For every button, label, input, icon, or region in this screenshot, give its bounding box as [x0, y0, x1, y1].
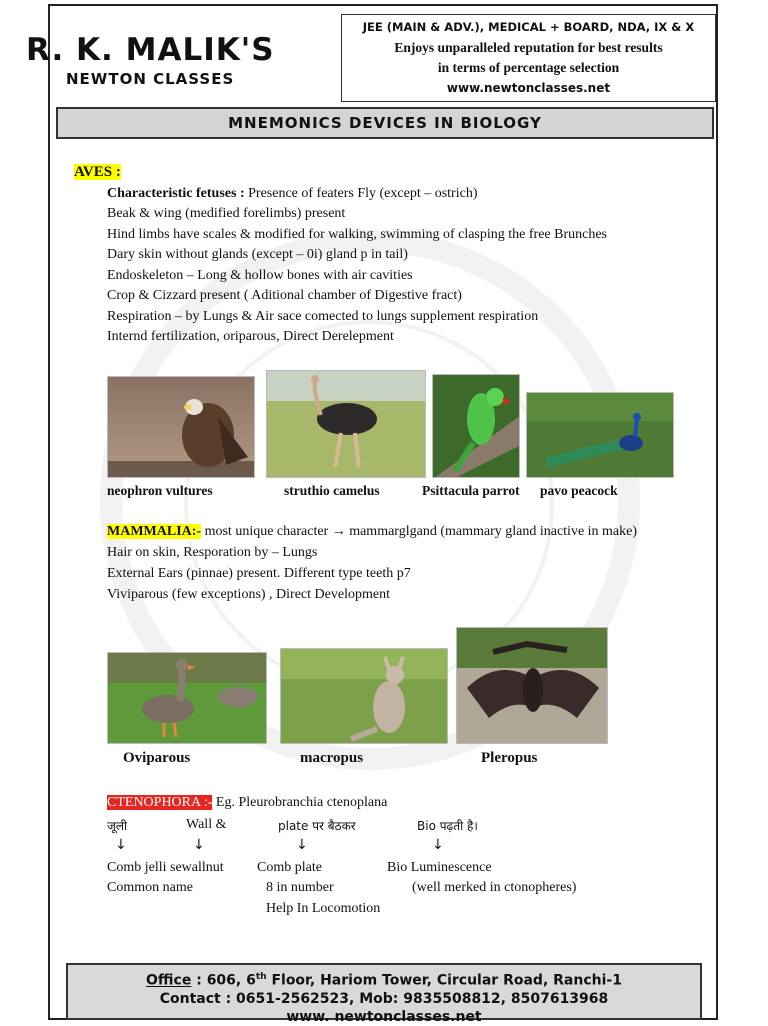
aves-line-8: Internd fertilization, oriparous, Direct Derelepment [107, 329, 394, 344]
peacock-photo [526, 392, 674, 478]
parrot-photo [432, 374, 520, 478]
aves-line-2: Beak & wing (medified forelimbs) present [107, 206, 346, 221]
caption-oviparous: Oviparous [123, 750, 191, 766]
aves-heading-row [74, 164, 121, 181]
footer-office-pre: : 606, 6 [191, 972, 256, 989]
header-tagline-2: in terms of percentage selection [437, 60, 620, 75]
mnemonic-word-4: Bio पढ़ती है। [417, 819, 478, 833]
footer [66, 963, 702, 1025]
goose-photo [107, 652, 267, 744]
aves-line-5-label: Endoskeleton – [107, 268, 194, 283]
aves-line-7: Respiration – by Lungs & Air sace comected to lungs supplement respiration [107, 309, 539, 324]
mammalia-line-4: Viviparous (few exceptions) , Direct Development [107, 587, 390, 602]
header-tagline-1: Enjoys unparalleled reputation for best results [394, 40, 663, 55]
aves-line-1-label: Characteristic fetuses : [107, 186, 245, 201]
note-well-marked: (well merked in ctonopheres) [412, 880, 577, 895]
bat-photo [456, 627, 608, 744]
note-8-in-number: 8 in number [266, 880, 334, 895]
mammalia-line-2: Hair on skin, Resporation by – Lungs [107, 545, 318, 560]
ctenophora-example: Eg. Pleurobranchia ctenoplana [212, 795, 388, 810]
mammalia-line-3: External Ears (pinnae) present. Different type teeth p7 [107, 566, 411, 581]
vulture-photo [107, 376, 255, 478]
down-arrow-icon: ↓ [432, 837, 444, 853]
footer-office-sup: th [255, 972, 267, 982]
ostrich-photo [266, 370, 426, 478]
mnemonic-word-1: जूली [107, 819, 128, 833]
kangaroo-photo [280, 648, 448, 744]
header-info-box [341, 14, 716, 102]
ctenophora-heading: CTENOPHORA :- [107, 795, 213, 810]
meaning-bio-luminescence: Bio Luminescence [387, 860, 492, 875]
footer-office-label: Office [146, 972, 192, 989]
mnemonic-word-2: Wall & [186, 817, 227, 832]
ctenophora-line [107, 795, 387, 811]
aves-line-1 [107, 186, 477, 202]
caption-parrot: Psittacula parrot [422, 483, 520, 498]
note-locomotion: Help In Locomotion [266, 901, 381, 916]
down-arrow-icon: ↓ [296, 837, 308, 853]
meaning-comb-jelli: Comb jelli sewallnut [107, 860, 224, 875]
footer-office [68, 968, 700, 990]
header-courses: JEE (MAIN & ADV.), MEDICAL + BOARD, NDA, IX & X [362, 20, 695, 34]
caption-pleropus: Pleropus [481, 750, 538, 766]
down-arrow-icon: ↓ [115, 837, 127, 853]
caption-macropus: macropus [300, 750, 364, 766]
aves-line-5-text: Long & hollow bones with air cavities [193, 268, 413, 283]
footer-website[interactable]: www. newtonclasses.net [286, 1008, 482, 1025]
caption-ostrich: struthio camelus [284, 483, 380, 498]
aves-line-6: Crop & Cizzard present ( Aditional chamber of Digestive fract) [107, 288, 462, 303]
mammalia-line-1 [107, 524, 637, 540]
caption-vulture: neophron vultures [107, 483, 213, 498]
meaning-comb-plate: Comb plate [257, 860, 322, 875]
aves-line-5 [107, 268, 413, 284]
footer-contact: Contact : 0651-2562523, Mob: 9835508812, 8507613968 [159, 990, 609, 1007]
mnemonic-word-3: plate पर बैठकर [278, 819, 356, 833]
aves-line-3: Hind limbs have scales & modified for walking, swimming of clasping the free Brunches [107, 227, 608, 242]
page-title: MNEMONICS DEVICES IN BIOLOGY [56, 107, 714, 139]
down-arrow-icon: ↓ [193, 837, 205, 853]
note-common-name: Common name [107, 880, 193, 895]
header-website[interactable]: www.newtonclasses.net [446, 81, 611, 95]
logo-subtitle: NEWTON CLASSES [66, 70, 235, 88]
logo-title: R. K. MALIK'S [26, 32, 275, 68]
aves-line-4: Dary skin without glands (except – 0i) gland p in tail) [107, 247, 408, 262]
footer-office-post: Floor, Hariom Tower, Circular Road, Ranchi-1 [266, 972, 622, 989]
aves-heading: AVES : [74, 164, 121, 180]
mammalia-heading: MAMMALIA:- [107, 524, 202, 539]
aves-line-1-text: Presence of featers Fly (except – ostrich) [244, 186, 478, 201]
caption-peacock: pavo peacock [540, 483, 618, 498]
mammalia-line-1-text: most unique character → mammarglgand (mammary gland inactive in make) [201, 524, 638, 539]
